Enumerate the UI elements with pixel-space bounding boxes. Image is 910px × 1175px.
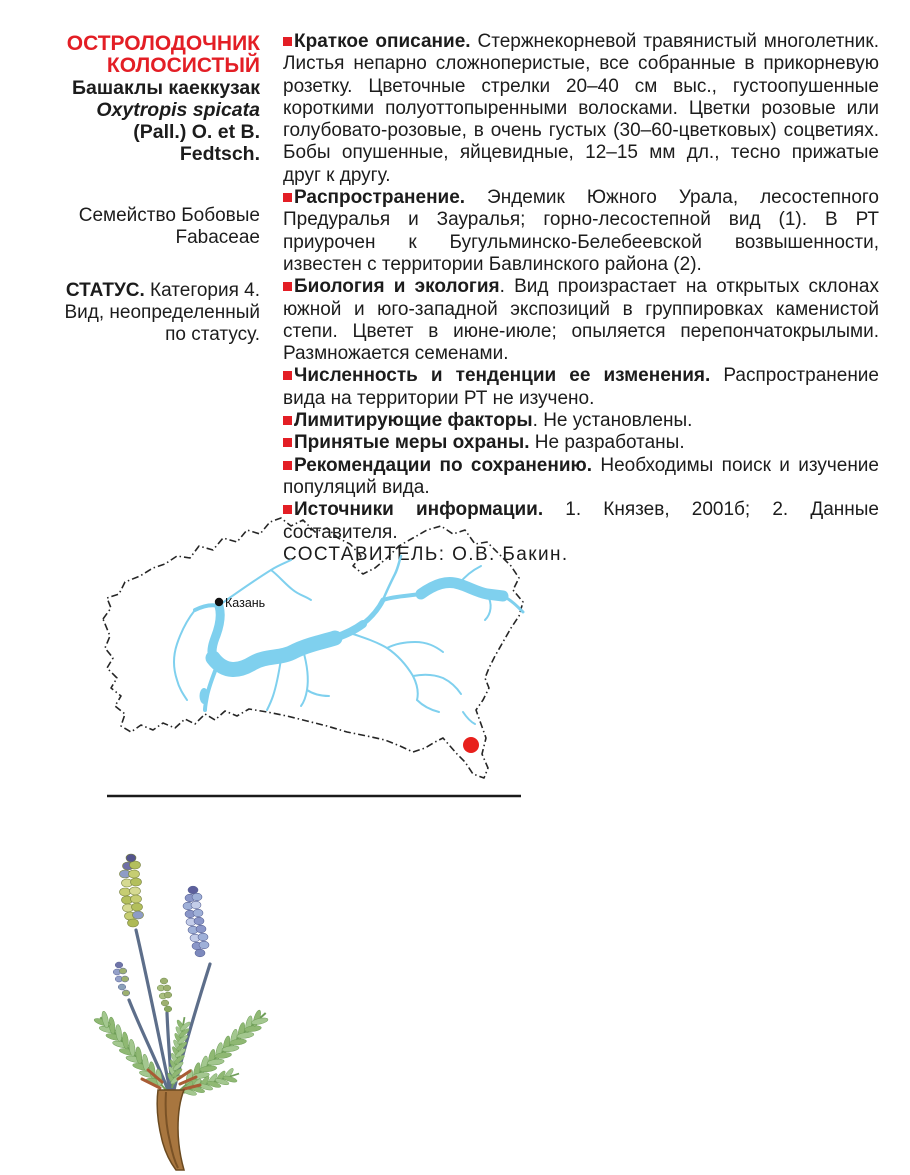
section-heading: Численность и тенденции ее изменения. bbox=[294, 365, 711, 387]
section-body: Необходимы поиск и изучение популяций вида. bbox=[283, 454, 879, 498]
red-square-bullet-icon bbox=[283, 438, 292, 447]
flower-spike-blue bbox=[183, 886, 209, 957]
lake bbox=[200, 688, 209, 704]
flower-spike-yellow bbox=[120, 854, 144, 927]
section-body: 1. Князев, 2001б; 2. Данные составителя. bbox=[283, 499, 879, 543]
title-line-2: КОЛОСИСТЫЙ bbox=[106, 54, 260, 77]
red-square-bullet-icon bbox=[283, 371, 292, 380]
section-recommendations bbox=[283, 455, 879, 500]
section-heading: Краткое описание. bbox=[294, 31, 471, 52]
section-body: Не разработаны. bbox=[529, 432, 685, 454]
plant-illustration bbox=[72, 832, 334, 1174]
plant-illustration-svg bbox=[72, 832, 334, 1174]
section-body: . Не установлены. bbox=[532, 410, 693, 432]
species-description bbox=[283, 31, 879, 566]
red-square-bullet-icon bbox=[283, 416, 292, 425]
section-heading: Распространение. bbox=[294, 187, 466, 209]
city-dot-kazan bbox=[215, 598, 223, 606]
family-name-ru: Семейство Бобовые bbox=[78, 205, 260, 226]
species-header bbox=[64, 33, 260, 346]
section-body: Эндемик Южного Урала, лесостепного Предуралья и Зауралья; горно-лесостепной вид (1). В РТ приурочен к Бугульминско-Белебеевской возвышенности, известен с территории Бавлинского района (2). bbox=[283, 187, 879, 275]
species-authority: (Pall.) O. et B. Fedtsch. bbox=[133, 121, 260, 165]
section-heading: Источники информации. bbox=[294, 499, 544, 521]
tatarstan-map-svg bbox=[95, 516, 535, 804]
species-location-marker bbox=[463, 737, 479, 753]
section-body: Распространение вида на территории РТ не изучено. bbox=[283, 365, 879, 409]
species-name-local: Башаклы каеккузак bbox=[71, 77, 260, 99]
section-heading: Принятые меры охраны. bbox=[294, 432, 530, 454]
section-protection-measures bbox=[283, 432, 879, 454]
flower-spike-small-left bbox=[113, 962, 130, 996]
section-heading: Рекомендации по сохранению. bbox=[294, 454, 593, 476]
status-block bbox=[64, 280, 260, 346]
section-heading: Лимитирующие факторы bbox=[294, 410, 533, 432]
range-map bbox=[95, 516, 535, 804]
section-short-description bbox=[283, 31, 879, 187]
status-label: СТАТУС. bbox=[65, 280, 145, 301]
compiler-line: СОСТАВИТЕЛЬ: О.В. Бакин. bbox=[283, 543, 569, 565]
species-title-ru bbox=[64, 33, 260, 77]
section-population-trends bbox=[283, 365, 879, 410]
section-distribution bbox=[283, 187, 879, 276]
species-name-latin: Oxytropis spicata bbox=[96, 99, 260, 121]
red-square-bullet-icon bbox=[283, 461, 292, 470]
section-body: . Вид произрастает на открытых склонах южной и юго-западной экспозиций в группировках каменистой степи. Цветет в июне-июле; опыляется перепончатокрылыми. Размножается семенами. bbox=[283, 276, 879, 365]
family-name-latin: Fabaceae bbox=[175, 227, 260, 248]
red-square-bullet-icon bbox=[283, 505, 292, 514]
status-text: Категория 4. Вид, неопределенный по статусу. bbox=[64, 280, 260, 345]
rivers bbox=[174, 556, 523, 724]
red-square-bullet-icon bbox=[283, 37, 292, 46]
section-body: Стержнекорневой травянистый многолетник. Листья непарно сложноперистые, все собранные в прикорневую розетку. Цветочные стрелки 20–40 см выс., густоопушенные короткими полуоттопыренными волосками. Цветки розовые или голубовато-розовые, в очень густых (30–60-цветковых) соцветиях. Бобы опушенные, яйцевидные, 12–15 мм дл., тесно прижатые друг к другу. bbox=[283, 31, 879, 186]
red-square-bullet-icon bbox=[283, 193, 292, 202]
flower-spike-small-center bbox=[157, 978, 172, 1012]
taproot bbox=[157, 1090, 184, 1170]
family-block bbox=[64, 205, 260, 249]
city-label-kazan: Казань bbox=[225, 596, 266, 610]
section-limiting-factors bbox=[283, 410, 879, 432]
section-biology-ecology bbox=[283, 276, 879, 365]
red-square-bullet-icon bbox=[283, 282, 292, 291]
section-heading: Биология и экология bbox=[294, 276, 500, 298]
title-line-1: ОСТРОЛОДОЧНИК bbox=[66, 32, 260, 55]
